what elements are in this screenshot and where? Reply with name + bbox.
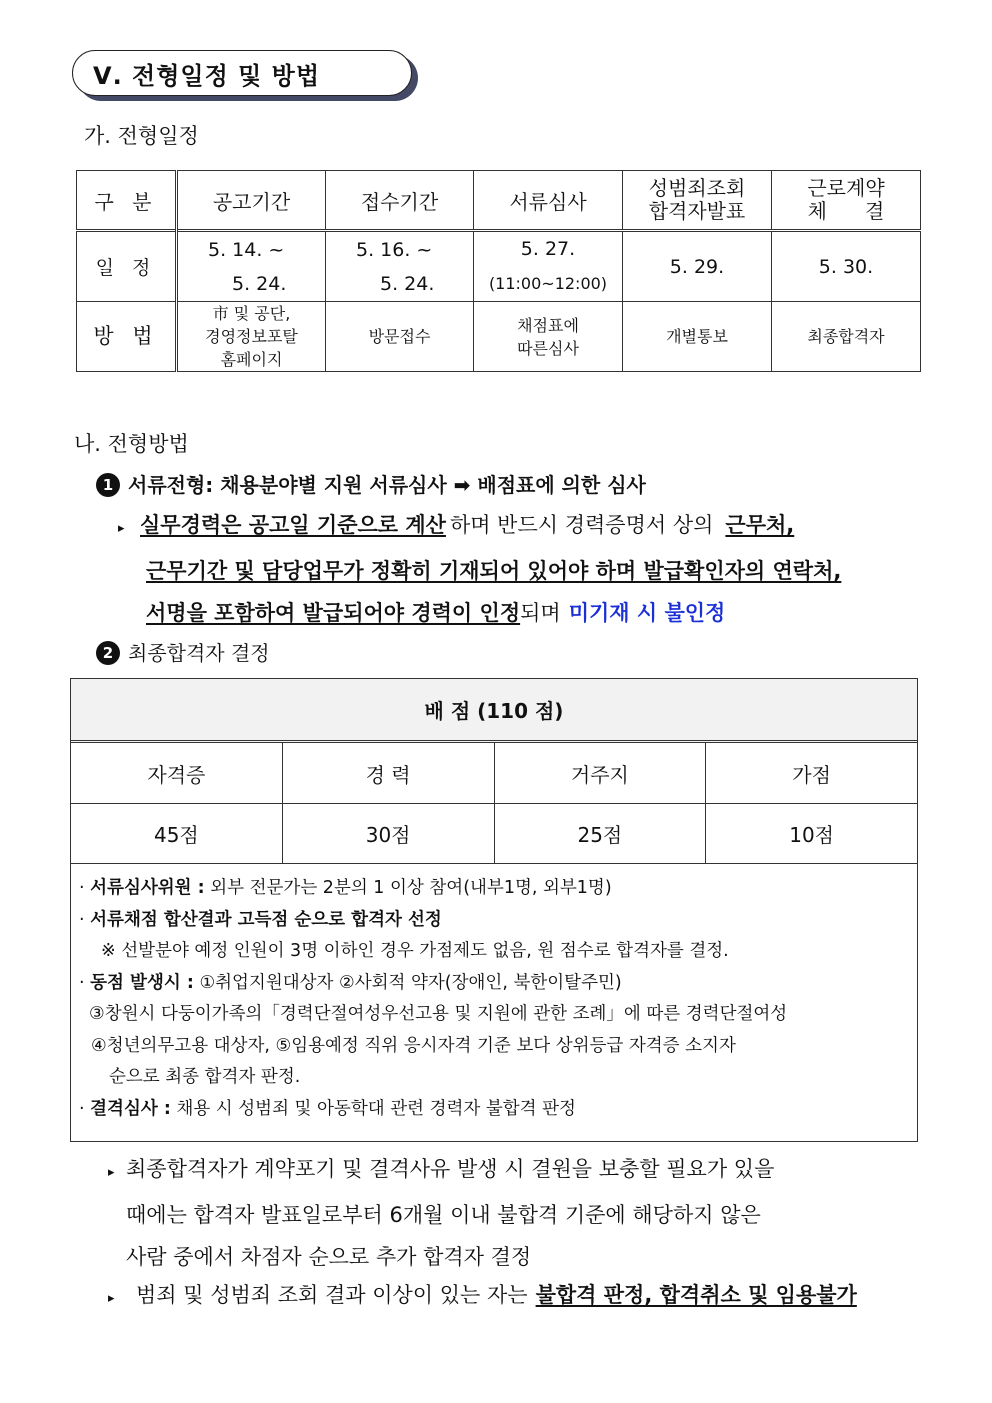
- cell-contract-date: 5. 30.: [772, 231, 921, 302]
- triangle-bullet-icon: ▸: [118, 521, 125, 536]
- header-application: 접수기간: [326, 171, 474, 231]
- replacement-note: ▸ 최종합격자가 계약포기 및 결격사유 발생 시 결원을 보충할 필요가 있을 때에는 합격자 발표일로부터 6개월 이내 불합격 기준에 해당하지 않은 사람 중에서 차점자 순으로 추가 합격자 결정: [108, 1148, 918, 1278]
- cell-review-date: 5. 27. (11:00~12:00): [474, 231, 623, 302]
- category-residence: 거주지: [495, 743, 707, 803]
- cell-result-date: 5. 29.: [623, 231, 772, 302]
- schedule-header-row: [77, 171, 921, 231]
- note-committee: · 서류심사위원 : 외부 전문가는 2분의 1 이상 참여(내부1명, 외부1명): [79, 878, 612, 898]
- value-residence: 25점: [495, 803, 707, 863]
- value-career: 30점: [283, 803, 495, 863]
- cell-announcement-method: 市 및 공단, 경영정보포탈 홈페이지: [177, 302, 326, 372]
- cell-review-method: 채점표에 따른심사: [474, 302, 623, 372]
- scoring-box: [70, 678, 918, 1142]
- category-bonus: 가점: [792, 762, 831, 787]
- number-1-icon: 1: [96, 473, 120, 497]
- method-item-2: 2 최종합격자 결정: [96, 637, 270, 666]
- scoring-title: 배 점 (110 점): [71, 679, 917, 743]
- crime-check-note: ▸ 범죄 및 성범죄 조회 결과 이상이 있는 자는 불합격 판정, 합격취소 및 임용불가: [108, 1274, 918, 1320]
- cell-application-method: 방문접수: [326, 302, 474, 372]
- note-selection: · 서류채점 합산결과 고득점 순으로 합격자 선정: [79, 909, 442, 930]
- note-tie-end: 순으로 최종 합격자 판정.: [109, 1067, 301, 1087]
- schedule-row-method: [77, 302, 921, 372]
- header-document-review: 서류심사: [474, 171, 623, 231]
- note-tie-3: ③창원시 다둥이가족의「경력단절여성우선고용 및 지원에 관한 조례」에 따른 경력단절여성: [89, 1004, 788, 1024]
- cell-application-date: 5. 16. ~ 5. 24.: [326, 231, 474, 302]
- value-certificate: 45점: [71, 803, 283, 863]
- header-result: 성범죄조회 합격자발표: [623, 171, 772, 231]
- row-label-schedule: 일 정: [77, 231, 177, 302]
- header-announcement: 공고기간: [177, 171, 326, 231]
- cell-contract-method: 최종합격자: [772, 302, 921, 372]
- header-contract: 근로계약 체 결: [772, 171, 921, 231]
- scoring-categories: [71, 743, 917, 804]
- header-category: 구 분: [77, 171, 177, 231]
- schedule-heading: 가. 전형일정: [84, 124, 199, 148]
- method-heading: 나. 전형방법: [74, 432, 189, 456]
- triangle-bullet-icon: ▸: [108, 1165, 115, 1180]
- note-disqualification: · 결격심사 : 채용 시 성범죄 및 아동학대 관련 경력자 불합격 판정: [79, 1098, 576, 1119]
- schedule-table: [76, 170, 921, 372]
- triangle-bullet-icon: ▸: [108, 1291, 115, 1306]
- scoring-notes: [79, 873, 909, 1125]
- note-tie: · 동점 발생시 : ①취업지원대상자 ②사회적 약자(장애인, 북한이탈주민): [79, 972, 622, 993]
- cell-result-method: 개별통보: [623, 302, 772, 372]
- scoring-values: [71, 803, 917, 864]
- value-bonus: 10점: [789, 822, 835, 847]
- category-certificate: 자격증: [71, 743, 283, 803]
- schedule-row-dates: [77, 231, 921, 302]
- career-detail: ▸ 실무경력은 공고일 기준으로 계산 하며 반드시 경력증명서 상의 근무처, 근무기간 및 담당업무가 정확히 기재되어 있어야 하며 발급확인자의 연락처, 서명을 포함하여 발급되어야 경력이 인정되며 미기재 시 불인정: [118, 504, 928, 634]
- note-remark: ※ 선발분야 예정 인원이 3명 이하인 경우 가점제도 없음, 원 점수로 합격자를 결정.: [101, 941, 729, 961]
- number-2-icon: 2: [96, 641, 120, 665]
- row-label-method: 방 법: [77, 302, 177, 372]
- method-item-1: 1 서류전형: 채용분야별 지원 서류심사 ➡ 배점표에 의한 심사: [96, 469, 646, 498]
- cell-announcement-date: 5. 14. ~ 5. 24.: [177, 231, 326, 302]
- section-title: Ⅴ. 전형일정 및 방법: [72, 50, 412, 96]
- category-career: 경 력: [283, 743, 495, 803]
- note-tie-4: ④청년의무고용 대상자, ⑤임용예정 직위 응시자격 기준 보다 상위등급 자격증 소지자: [91, 1035, 736, 1056]
